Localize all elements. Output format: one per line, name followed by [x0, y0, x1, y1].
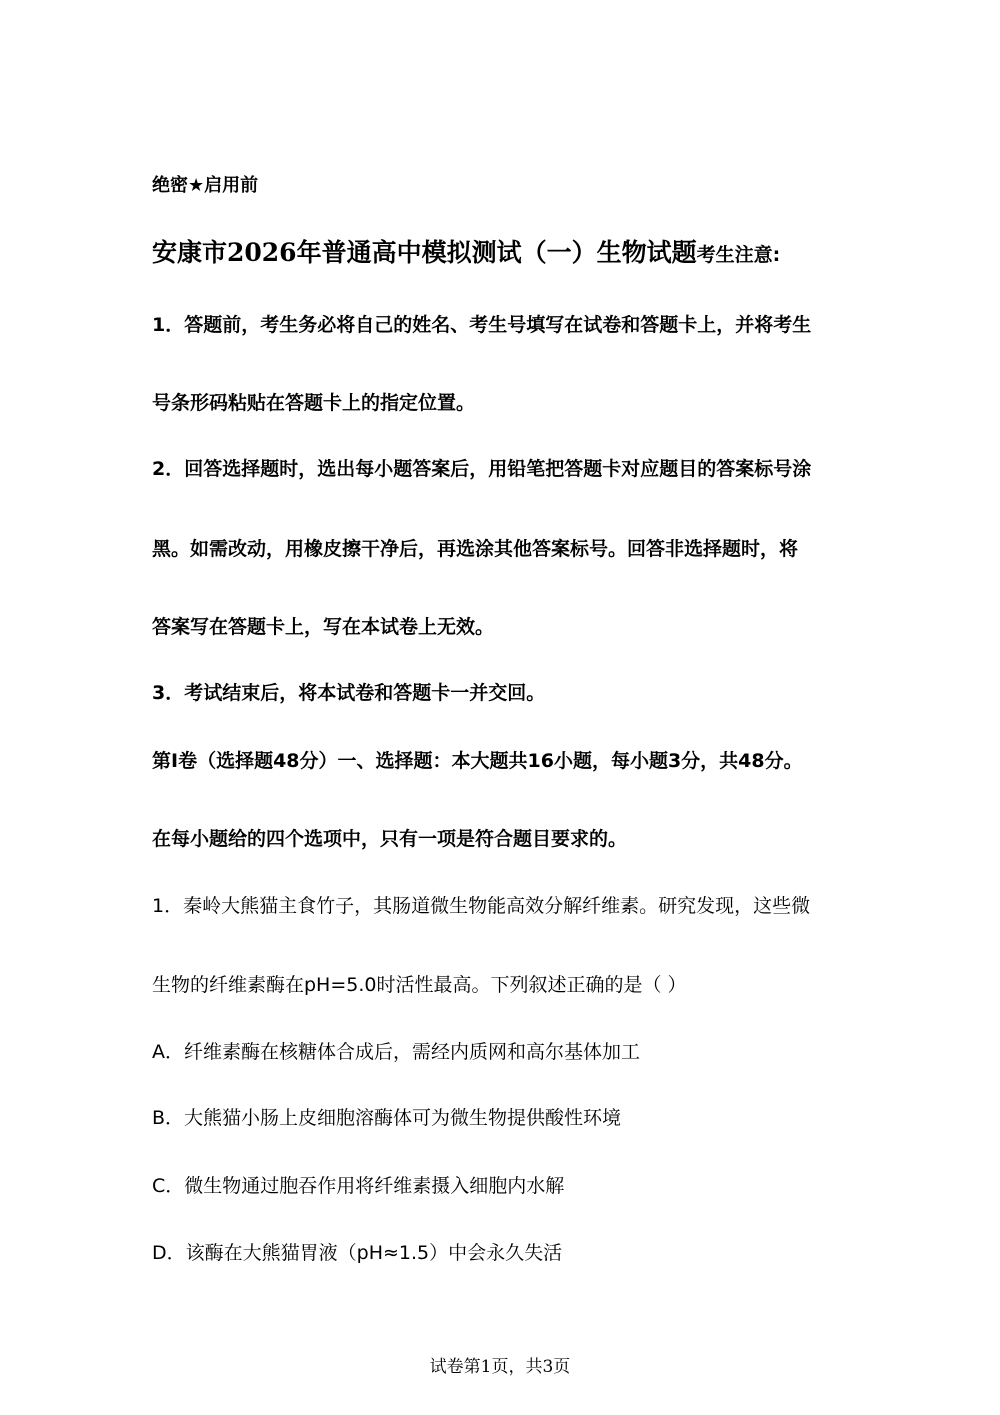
option-b: B．大熊猫小肠上皮细胞溶酶体可为微生物提供酸性环境	[152, 1107, 622, 1129]
section-heading: 第Ⅰ卷（选择题48分）一、选择题：本大题共16小题，每小题3分，共48分。	[152, 750, 803, 772]
question-stem: 1．秦岭大熊猫主食竹子，其肠道微生物能高效分解纤维素。研究发现，这些微	[152, 895, 811, 917]
instruction-line: 2．回答选择题时，选出每小题答案后，用铅笔把答题卡对应题目的答案标号涂	[152, 458, 812, 480]
exam-title: 安康市2026年普通高中模拟测试（一）生物试题	[152, 238, 697, 267]
instruction-line: 3．考试结束后，将本试卷和答题卡一并交回。	[152, 682, 546, 704]
title-row	[152, 238, 850, 270]
instruction-line: 号条形码粘贴在答题卡上的指定位置。	[152, 392, 476, 414]
section-subheading: 在每小题给的四个选项中，只有一项是符合题目要求的。	[152, 828, 628, 850]
option-d: D．该酶在大熊猫胃液（pH≈1.5）中会永久失活	[152, 1242, 563, 1264]
page-footer: 试卷第1页，共3页	[429, 1357, 571, 1377]
question-stem: 生物的纤维素酶在pH=5.0时活性最高。下列叙述正确的是（ ）	[152, 974, 687, 996]
option-c: C．微生物通过胞吞作用将纤维素摄入细胞内水解	[152, 1175, 565, 1197]
instruction-line: 答案写在答题卡上，写在本试卷上无效。	[152, 616, 495, 638]
confidential-label: 绝密★启用前	[152, 175, 259, 196]
instruction-line: 黑。如需改动，用橡皮擦干净后，再选涂其他答案标号。回答非选择题时，将	[152, 538, 799, 560]
notice-label: 考生注意:	[696, 244, 781, 266]
instruction-line: 1．答题前，考生务必将自己的姓名、考生号填写在试卷和答题卡上，并将考生	[152, 314, 812, 336]
option-a: A．纤维素酶在核糖体合成后，需经内质网和高尔基体加工	[152, 1041, 640, 1063]
